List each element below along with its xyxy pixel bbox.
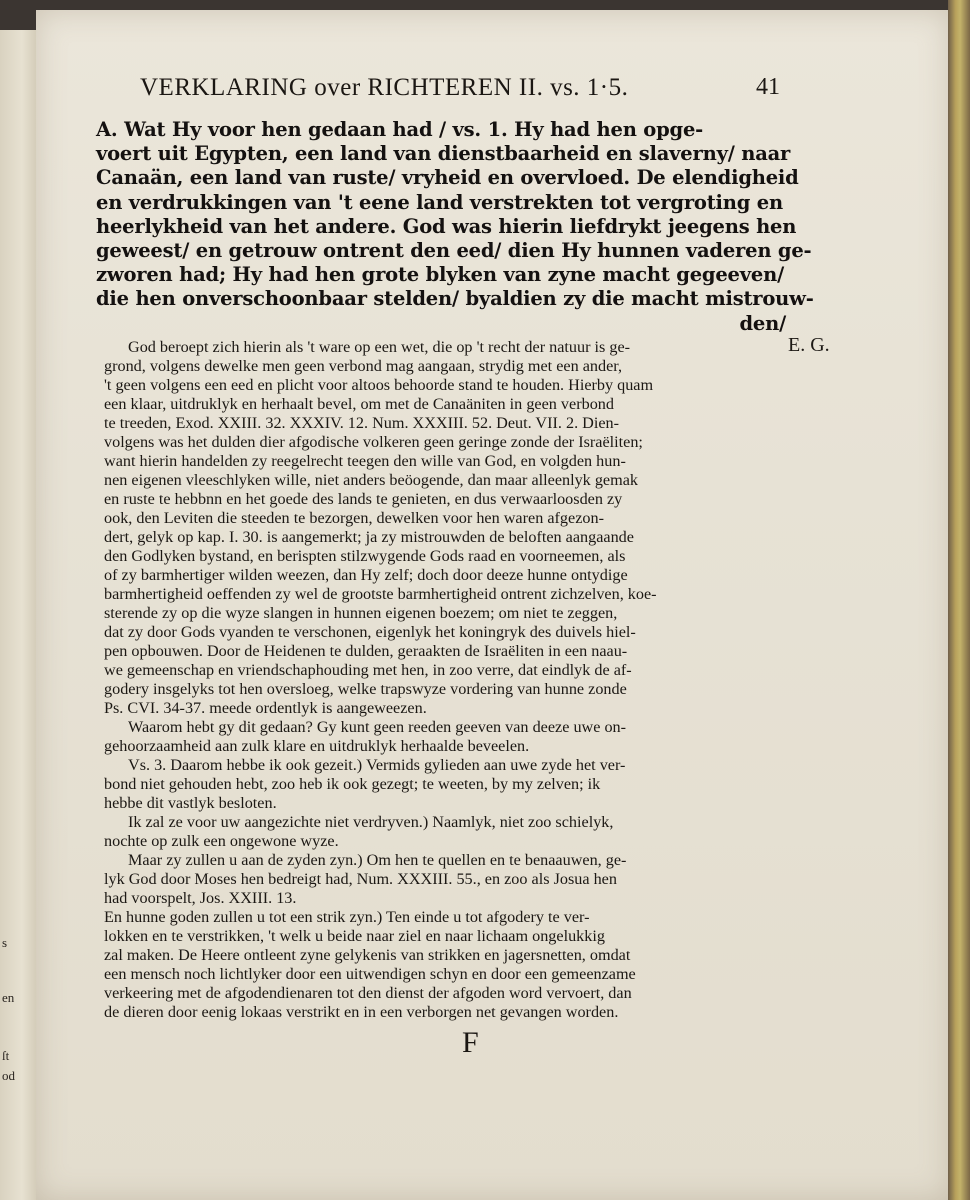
- facing-page-edge: [0, 30, 41, 1200]
- body-line: 't geen volgens een eed en plicht voor altoos behoorde stand te houden. Hierby quam: [104, 376, 654, 394]
- blackletter-line: zworen had; Hy had hen grote blyken van zyne macht gegeeven/: [96, 263, 785, 287]
- body-line: dert, gelyk op kap. I. 30. is aangemerkt; ja zy mistrouwden de beloften aangaande: [104, 528, 634, 546]
- body-line: grond, volgens dewelke men geen verbond mag aangaan, strydig met een ander,: [104, 357, 623, 375]
- body-line: lyk God door Moses hen bedreigt had, Num. XXXIII. 55., en zoo als Josua hen: [104, 870, 617, 888]
- body-line: Ik zal ze voor uw aangezichte niet verdryven.) Naamlyk, niet zoo schielyk,: [128, 813, 614, 831]
- body-line: we gemeenschap en vriendschaphouding met hen, in zoo verre, dat eindlyk de af-: [104, 661, 632, 679]
- body-line: zal maken. De Heere ontleent zyne gelykenis van strikken en jagersnetten, omdat: [104, 946, 631, 964]
- blackletter-line: die hen onverschoonbaar stelden/ byaldien zy die macht mistrouw-: [96, 287, 814, 311]
- commentary-body: [104, 338, 790, 1022]
- blackletter-line: geweest/ en getrouw ontrent den eed/ dien Hy hunnen vaderen ge-: [96, 238, 812, 262]
- running-title: VERKLARING over RICHTEREN II. vs. 1·5.: [140, 74, 629, 101]
- show-through-texture: [100, 300, 780, 340]
- body-line: godery insgelyks tot hen oversloeg, welke trapswyze vordering van hunne zonde: [104, 680, 627, 698]
- body-line: God beroept zich hierin als 't ware op een wet, die op 't recht der natuur is ge-: [128, 338, 631, 356]
- body-line: nen eigenen vleeschlyken wille, niet anders beöogende, dan maar alleenlyk gemak: [104, 471, 638, 489]
- body-line: nochte op zulk een ongewone wyze.: [104, 832, 339, 850]
- blackletter-line: Canaän, een land van ruste/ vryheid en overvloed. De elendigheid: [96, 166, 799, 190]
- body-line: hebbe dit vastlyk besloten.: [104, 794, 277, 812]
- blackletter-line: en verdrukkingen van 't eene land verstrekten tot vergroting en: [96, 190, 783, 214]
- blackletter-line: A. Wat Hy voor hen gedaan had / vs. 1. Hy had hen opge-: [96, 118, 704, 141]
- body-line: verkeering met de afgodendienaren tot den dienst der afgoden word vervoert, dan: [104, 984, 632, 1002]
- body-line: barmhertigheid oeffenden zy wel de grootste barmhertigheid ontrent zichzelven, koe-: [104, 585, 657, 603]
- body-line: ook, den Leviten die steeden te bezorgen, dewelken voor hen waren afgezon-: [104, 509, 604, 527]
- body-line: volgens was het dulden dier afgodische volkeren geen geringe zonde der Israëliten;: [104, 433, 643, 451]
- marginal-note: E. G.: [788, 334, 830, 356]
- facing-page-fragment: ſt: [2, 1048, 10, 1063]
- body-line: den Godlyken bystand, en berispten stilzwygende Gods raad en voorneemen, als: [104, 547, 626, 565]
- body-line: of zy barmhertiger wilden weezen, dan Hy zelf; doch door deeze hunne ontydige: [104, 566, 628, 584]
- body-line: een klaar, uitdruklyk en herhaalt bevel, om met de Canaäniten in geen verbond: [104, 395, 614, 413]
- blackletter-line: den/: [739, 311, 786, 335]
- signature-mark: F: [462, 1026, 479, 1059]
- body-line: dat zy door Gods vyanden te verschonen, eigenlyk het koningryk des duivels hiel-: [104, 623, 636, 641]
- running-header: [140, 74, 780, 108]
- body-line: Maar zy zullen u aan de zyden zyn.) Om hen te quellen en te benaauwen, ge-: [128, 851, 627, 869]
- body-line: te treeden, Exod. XXIII. 32. XXXIV. 12. Num. XXXIII. 52. Deut. VII. 2. Dien-: [104, 414, 620, 432]
- blackletter-line: heerlykheid van het andere. God was hierin liefdrykt jeegens hen: [96, 214, 797, 238]
- body-line: de dieren door eenig lokaas verstrikt en in een verborgen net gevangen worden.: [104, 1003, 619, 1021]
- body-line: en ruste te hebbnn en het goede des lands te genieten, en dus verwaarloosden zy: [104, 490, 623, 508]
- body-line: een mensch noch lichtlyker door een uitwendigen schyn en door een gemeenzame: [104, 965, 636, 983]
- body-line: had voorspelt, Jos. XXIII. 13.: [104, 889, 297, 907]
- blackletter-line: voert uit Egypten, een land van dienstbaarheid en slaverny/ naar: [96, 142, 791, 166]
- body-line: pen opbouwen. Door de Heidenen te dulden, geraakten de Israëliten in een naau-: [104, 642, 628, 660]
- body-line: gehoorzaamheid aan zulk klare en uitdruklyk herhaalde beveelen.: [104, 737, 530, 755]
- body-line: Ps. CVI. 34-37. meede ordentlyk is aangeweezen.: [104, 699, 427, 717]
- body-line: want hierin handelden zy reegelrecht teegen den wille van God, en volgden hun-: [104, 452, 626, 470]
- facing-page-fragment: od: [2, 1068, 15, 1083]
- body-line: En hunne goden zullen u tot een strik zyn.) Ten einde u tot afgodery te ver-: [104, 908, 590, 926]
- book-spine-edge: [948, 0, 970, 1200]
- body-line: bond niet gehouden hebt, zoo heb ik ook gezegt; te weeten, by my zelven; ik: [104, 775, 601, 793]
- body-line: sterende zy op die wyze slangen in hunnen eigenen boezem; om niet te zeggen,: [104, 604, 618, 622]
- body-line: Waarom hebt gy dit gedaan? Gy kunt geen reeden geeven van deeze uwe on-: [128, 718, 627, 736]
- facing-page-fragment: s: [2, 935, 8, 950]
- body-line: Vs. 3. Daarom hebbe ik ook gezeit.) Vermids gylieden aan uwe zyde het ver-: [128, 756, 626, 774]
- facing-page-fragment: en: [2, 990, 15, 1005]
- body-line: lokken en te verstrikken, 't welk u beide naar ziel en naar lichaam ongelukkig: [104, 927, 605, 945]
- page-number: 41: [756, 74, 780, 100]
